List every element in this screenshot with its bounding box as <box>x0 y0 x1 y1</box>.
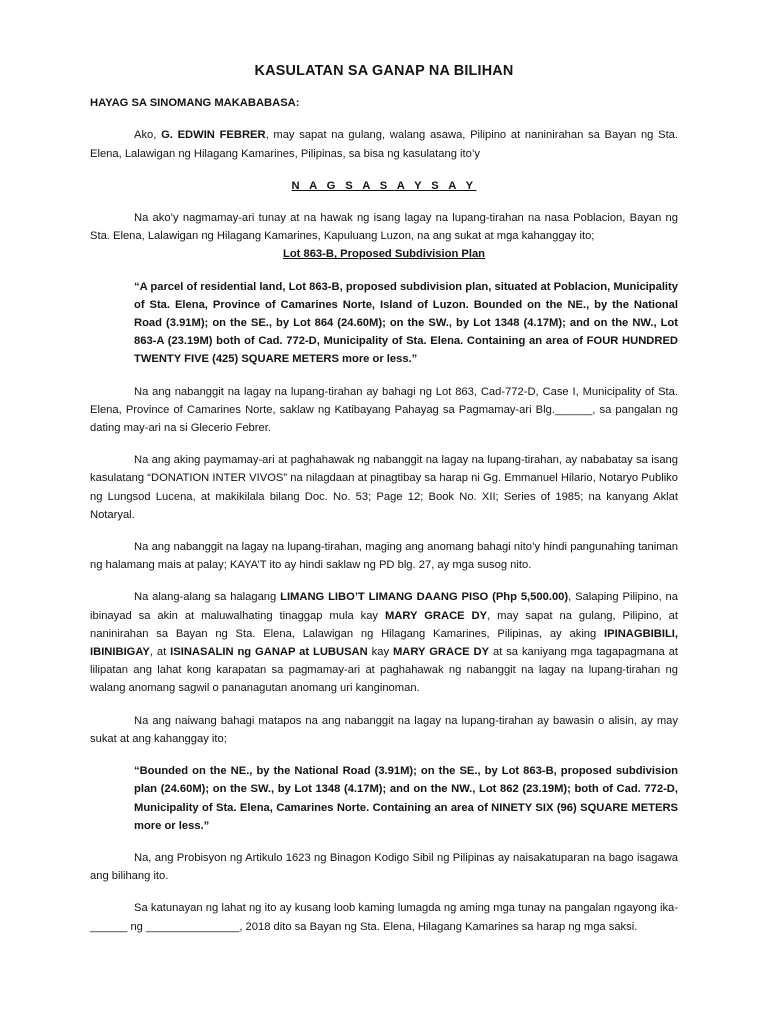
donation-paragraph: Na ang aking paymamay-ari at paghahawak ng nabanggit na lagay na lupang-tirahan, ay nababatay sa isang kasulatang “DONATION INTER VIVOS” na nilagdaan at pinagtibay sa harap ni Gg. Emmanuel Hilario, Notaryo Publiko ng Lungsod Lucena, at makikilala bilang Doc. No. 53; Page 12; Book No. XII; Series of 1985; na kanyang Aklat Notaryal. <box>90 454 678 521</box>
salutation: HAYAG SA SINOMANG MAKABABASA: <box>90 97 300 110</box>
sale-text-1: Na alang-alang sa halagang <box>134 591 281 604</box>
part-of-lot-paragraph: Na ang nabanggit na lagay na lupang-tirahan ay bahagi ng Lot 863, Cad-772-D, Case I, Municipality of Sta. Elena, Province of Camarines Norte, saklaw ng Katibayang Pahayag sa Pagmamay-ari Blg.______, sa pangalan ng dating may-ari na si Glecerio Febrer. <box>90 385 678 435</box>
civil-code-paragraph: Na, ang Probisyon ng Artikulo 1623 ng Binagon Kodigo Sibil ng Pilipinas ay naisakatuparan na bago isagawa ang bilihang ito. <box>90 851 678 883</box>
intro-text-1: Ako, <box>134 129 162 142</box>
sale-verbs: IPINAGBIBILI, IBINIBIGAY <box>90 627 678 659</box>
section-heading: N A G S A S A Y S A Y <box>291 179 477 192</box>
seller-name: G. EDWIN FEBRER <box>161 129 266 142</box>
document-page <box>90 62 678 950</box>
sale-text-2: , Salaping Pilipino, na ibinayad sa akin at maluwalhating tinaggap mula kay <box>90 591 678 622</box>
sale-text-6: at sa kaniyang mga tagapagmana at lilipatan ang lahat kong karapatan sa pagmamay-ari at paghahawak ng nabanggit na lagay na lupang-tirahan ng walang anomang sagwil o pananagutan anomang uri kanginoman. <box>90 646 678 695</box>
lot-description: “A parcel of residential land, Lot 863-B, proposed subdivision plan, situated at Poblacion, Municipality of Sta. Elena, Province of Camarines Norte, Island of Luzon. Bounded on the NE., by the National Road (3.91M); on the SE., by Lot 864 (24.60M); on the SW., by Lot 1348 (4.17M); and on the NW., Lot 863-A (23.19M) both of Cad. 772-D, Municipality of Sta. Elena. Containing an area of FOUR HUNDRED TWENTY FIVE (425) SQUARE METERS more or less.” <box>134 280 678 366</box>
buyer-name-2: MARY GRACE DY <box>392 646 490 659</box>
remaining-description: “Bounded on the NE., by the National Road (3.91M); on the SE., by Lot 863-B, proposed subdivision plan (24.60M); on the SW., by Lot 1348 (4.17M); and on the NW., Lot 862 (23.19M); both of Cad. 772-D, Municipality of Sta. Elena, Camarines Norte. Containing an area of NINETY SIX (96) SQUARE METERS more or less.” <box>134 765 678 832</box>
sale-text-5: kay <box>367 646 393 659</box>
sale-text-3: , may sapat na gulang, Pilipino, at naninirahan sa Bayan ng Sta. Elena, Lalawigan ng Hilagang Kamarines, Pilipinas, ay aking <box>90 609 679 640</box>
sale-text-4: , at <box>149 646 171 659</box>
sale-paragraph <box>90 588 678 697</box>
sale-amount: LIMANG LIBO’T LIMANG DAANG PISO (Php 5,500.00) <box>280 591 569 604</box>
not-farmland-paragraph: Na ang nabanggit na lagay na lupang-tirahan, maging ang anomang bahagi nito’y hindi pangunahing taniman ng halamang mais at palay; KAYA’T ito ay hindi saklaw ng PD blg. 27, ay mga susog nito. <box>90 541 678 572</box>
sale-transfer: ISINASALIN ng GANAP at LUBUSAN <box>170 646 368 659</box>
intro-text-2: , may sapat na gulang, walang asawa, Pilipino at naninirahan sa Bayan ng Sta. Elena, Lalawigan ng Hilagang Kamarines, Pilipinas, sa bisa ng kasulatang ito’y <box>90 129 679 160</box>
lot-heading: Lot 863-B, Proposed Subdivision Plan <box>282 248 486 261</box>
ownership-paragraph: Na ako’y nagmamay-ari tunay at na hawak ng isang lagay na lupang-tirahan na nasa Poblacion, Bayan ng Sta. Elena, Lalawigan ng Hilagang Kamarines, Kapuluang Luzon, na ang sukat at mga kahanggay ito; <box>90 212 678 243</box>
remaining-paragraph: Na ang naiwang bahagi matapos na ang nabanggit na lagay na lupang-tirahan ay bawasin o alisin, ay may sukat at ang kahanggay ito; <box>90 714 678 745</box>
witness-paragraph: Sa katunayan ng lahat ng ito ay kusang loob kaming lumagda ng aming mga tunay na pangalan ngayong ika-______ ng _______________, 2018 dito sa Bayan ng Sta. Elena, Hilagang Kamarines sa harap ng mga saksi. <box>90 902 678 933</box>
buyer-name: MARY GRACE DY <box>384 609 488 622</box>
intro-paragraph <box>90 126 678 162</box>
document-title: KASULATAN SA GANAP NA BILIHAN <box>254 63 514 79</box>
